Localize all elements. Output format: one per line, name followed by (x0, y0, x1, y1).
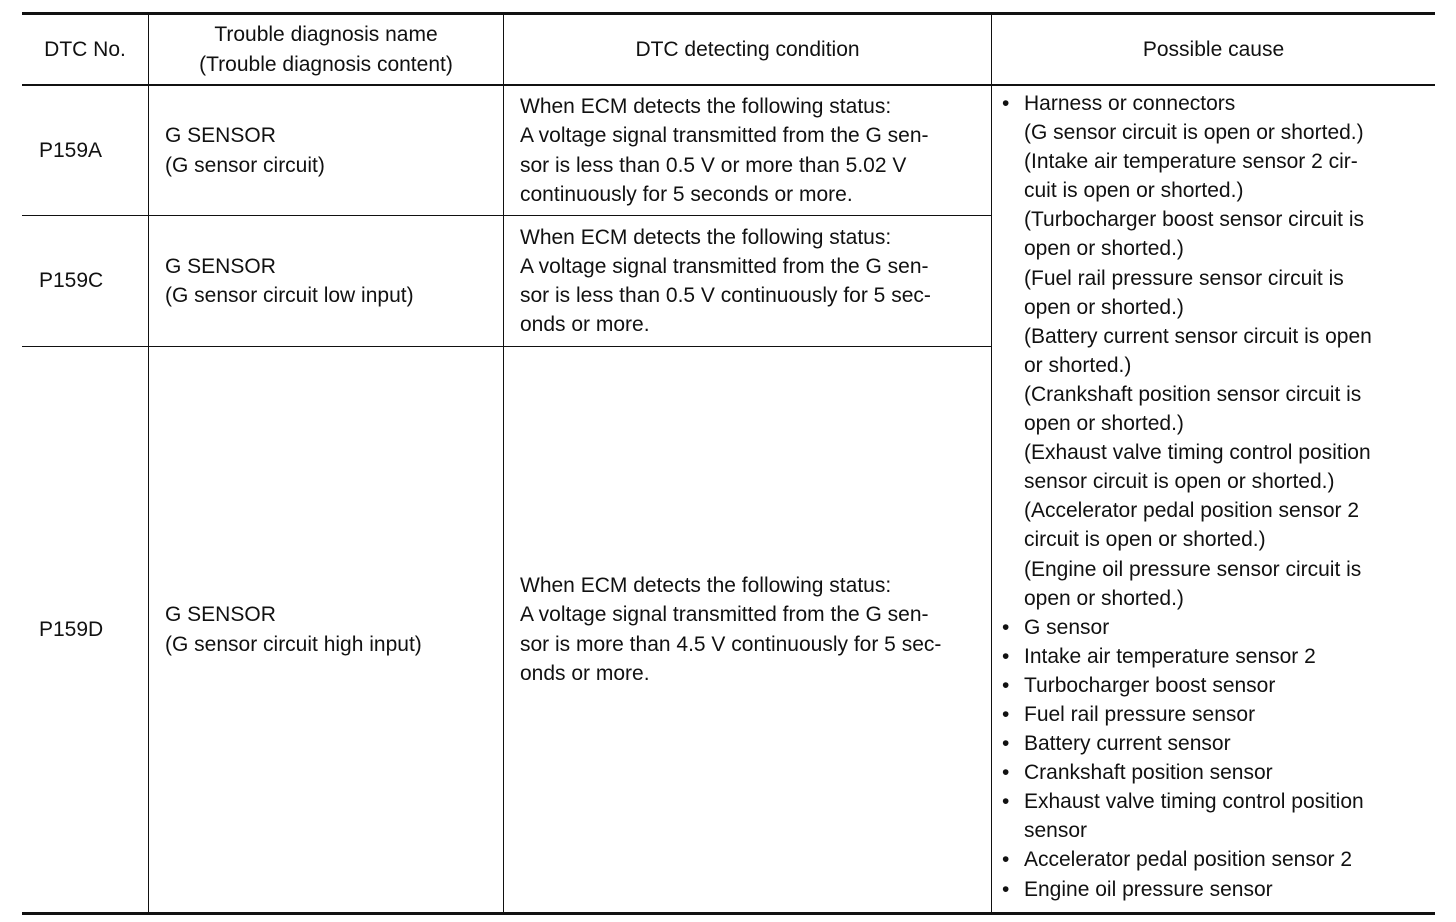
bullet-icon: • (1002, 673, 1010, 697)
row-1-condition-line: When ECM detects the following status: (520, 95, 892, 119)
cause-detail-line: circuit is open or shorted.) (1024, 528, 1266, 552)
col-divider-1 (148, 12, 149, 915)
row-3-code (39, 347, 144, 912)
cause-detail-line: (Crankshaft position sensor circuit is (1024, 382, 1362, 406)
row-3-condition-line: onds or more. (520, 661, 650, 685)
cause-detail-line: (Accelerator pedal position sensor 2 (1024, 499, 1360, 523)
row-1-name (165, 86, 500, 215)
row-1-condition-line: sor is less than 0.5 V or more than 5.02 V (520, 153, 907, 177)
row-2-condition-line: onds or more. (520, 313, 650, 337)
cause-detail-line: (Fuel rail pressure sensor circuit is (1024, 266, 1344, 290)
cause-detail-line: open or shorted.) (1024, 237, 1184, 261)
header-cause (992, 15, 1435, 84)
bullet-icon: • (1002, 790, 1010, 814)
row-2-code (39, 216, 144, 346)
cause-detail-line: open or shorted.) (1024, 412, 1184, 436)
row-2-condition-line: When ECM detects the following status: (520, 225, 892, 249)
cause-detail-line: sensor circuit is open or shorted.) (1024, 470, 1335, 494)
row-3-condition-line: When ECM detects the following status: (520, 574, 892, 598)
cause-item (993, 613, 1433, 642)
row-1-condition-line: continuously for 5 seconds or more. (520, 182, 853, 206)
header-name-line1: Trouble diagnosis name (214, 23, 438, 47)
bullet-icon: • (1002, 761, 1010, 785)
cause-item (993, 845, 1433, 874)
cause-item-continuation: sensor (1024, 819, 1088, 843)
cause-item-text: Fuel rail pressure sensor (1024, 702, 1256, 726)
cause-detail-line: (Intake air temperature sensor 2 cir- (1024, 150, 1358, 174)
cause-item (993, 700, 1433, 729)
row-3-code-text: P159D (39, 617, 104, 641)
row-3-condition-line: sor is more than 4.5 V continuously for 5 sec- (520, 632, 942, 656)
bottom-border (22, 912, 1435, 915)
bullet-icon: • (1002, 848, 1010, 872)
cause-detail-line: (Engine oil pressure sensor circuit is (1024, 557, 1362, 581)
cause-detail-line: cuit is open or shorted.) (1024, 179, 1244, 203)
cause-harness-text: Harness or connectors (1024, 92, 1236, 115)
row-1-condition-line: A voltage signal transmitted from the G sen- (520, 124, 929, 148)
row-2-content-text: (G sensor circuit low input) (165, 284, 414, 307)
row-1-code (39, 86, 144, 215)
cause-item-text: Crankshaft position sensor (1024, 761, 1273, 785)
row-1-content-text: (G sensor circuit) (165, 153, 325, 177)
cause-detail-line: (Exhaust valve timing control position (1024, 441, 1371, 465)
bullet-icon: • (1002, 644, 1010, 668)
cause-item (993, 758, 1433, 787)
header-name (149, 15, 503, 84)
cause-detail-line: (Battery current sensor circuit is open (1024, 324, 1372, 348)
col-divider-3 (991, 12, 992, 915)
col-divider-2 (503, 12, 504, 915)
row-2-condition (520, 216, 990, 346)
cause-item-text: Engine oil pressure sensor (1024, 877, 1273, 901)
cause-item (993, 642, 1433, 671)
bullet-icon: • (1002, 877, 1010, 901)
row-3-name-text: G SENSOR (165, 603, 276, 627)
row-3-content-text: (G sensor circuit high input) (165, 632, 422, 656)
bullet-icon: • (1002, 615, 1010, 639)
header-condition (504, 15, 991, 84)
bullet-icon: • (1002, 732, 1010, 756)
cause-detail-line: open or shorted.) (1024, 586, 1184, 610)
cause-item-text: Turbocharger boost sensor (1024, 673, 1276, 697)
row-1-name-text: G SENSOR (165, 124, 276, 148)
header-dtc-no (22, 15, 148, 84)
cause-item-text: Exhaust valve timing control position (1024, 790, 1364, 814)
row-3-condition (520, 347, 990, 912)
row-2-condition-line: sor is less than 0.5 V continuously for 5 sec- (520, 284, 931, 307)
cause-item-text: Battery current sensor (1024, 732, 1231, 756)
cause-detail-line: open or shorted.) (1024, 295, 1184, 319)
row-2-condition-line: A voltage signal transmitted from the G sen- (520, 254, 929, 278)
row-2-name-text: G SENSOR (165, 254, 276, 278)
row-3-name (165, 347, 500, 912)
cause-item-text: Intake air temperature sensor 2 (1024, 644, 1316, 668)
dtc-table (22, 12, 1435, 915)
cause-detail-line: (Turbocharger boost sensor circuit is (1024, 208, 1365, 232)
bullet-icon: • (1002, 92, 1010, 115)
header-name-line2: (Trouble diagnosis content) (199, 52, 453, 76)
cause-item (993, 729, 1433, 758)
cause-item (993, 787, 1433, 816)
row-2-name (165, 216, 500, 346)
row-1-condition (520, 86, 990, 215)
cause-item (993, 671, 1433, 700)
cause-item-text: G sensor (1024, 615, 1110, 639)
cause-detail-line: (G sensor circuit is open or shorted.) (1024, 121, 1364, 145)
row-1-code-text: P159A (39, 138, 103, 162)
cause-harness-details (993, 118, 1433, 613)
cause-item (993, 875, 1433, 904)
possible-cause-list (993, 89, 1433, 904)
header-cause-text: Possible cause (1142, 37, 1285, 61)
cause-item-harness (993, 89, 1433, 118)
row-3-condition-line: A voltage signal transmitted from the G sen- (520, 603, 929, 627)
cause-item-text: Accelerator pedal position sensor 2 (1024, 848, 1353, 872)
row-2-code-text: P159C (39, 269, 104, 293)
header-dtc-no-text: DTC No. (44, 37, 126, 61)
header-condition-text: DTC detecting condition (635, 37, 860, 61)
cause-detail-line: or shorted.) (1024, 353, 1132, 377)
bullet-icon: • (1002, 702, 1010, 726)
